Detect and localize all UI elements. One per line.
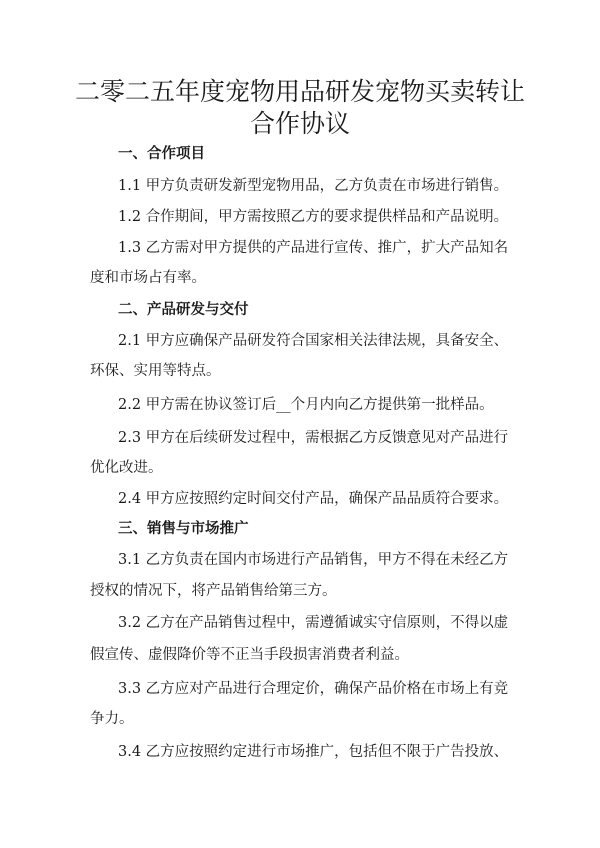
clause-1-3-continued: 度和市场占有率。: [90, 270, 206, 286]
section-heading-2: 二、产品研发与交付: [118, 302, 249, 318]
clause-3-1: 3.1 乙方负责在国内市场进行产品销售，甲方不得在未经乙方: [118, 552, 509, 568]
clause-1-3: 1.3 乙方需对甲方提供的产品进行宣传、推广，扩大产品知名: [118, 240, 509, 256]
clause-3-1-continued: 授权的情况下，将产品销售给第三方。: [90, 583, 337, 599]
section-heading-3: 三、销售与市场推广: [118, 521, 249, 537]
clause-3-3: 3.3 乙方应对产品进行合理定价，确保产品价格在市场上有竞: [118, 681, 509, 697]
clause-2-1: 2.1 甲方应确保产品研发符合国家相关法律法规，具备安全、: [118, 333, 509, 349]
clause-3-4: 3.4 乙方应按照约定进行市场推广，包括但不限于广告投放、: [118, 744, 509, 760]
clause-1-1: 1.1 甲方负责研发新型宠物用品，乙方负责在市场进行销售。: [118, 178, 509, 194]
clause-3-2-continued: 假宣传、虚假降价等不正当手段损害消费者利益。: [90, 647, 409, 663]
document-title-line-1: 二零二五年度宠物用品研发宠物买卖转让: [74, 77, 525, 106]
clause-2-3-continued: 优化改进。: [90, 460, 163, 476]
clause-2-2: 2.2 甲方需在协议签订后__个月内向乙方提供第一批样品。: [118, 397, 494, 413]
document-title-line-2: 合作协议: [249, 109, 350, 138]
clause-1-2: 1.2 合作期间，甲方需按照乙方的要求提供样品和产品说明。: [118, 209, 509, 225]
clause-3-2: 3.2 乙方在产品销售过程中，需遵循诚实守信原则，不得以虚: [118, 615, 509, 631]
clause-2-3: 2.3 甲方在后续研发过程中，需根据乙方反馈意见对产品进行: [118, 430, 509, 446]
clause-3-3-continued: 争力。: [90, 711, 134, 727]
clause-2-4: 2.4 甲方应按照约定时间交付产品，确保产品品质符合要求。: [118, 491, 509, 507]
section-heading-1: 一、合作项目: [118, 146, 205, 162]
clause-2-1-continued: 环保、实用等特点。: [90, 363, 221, 379]
